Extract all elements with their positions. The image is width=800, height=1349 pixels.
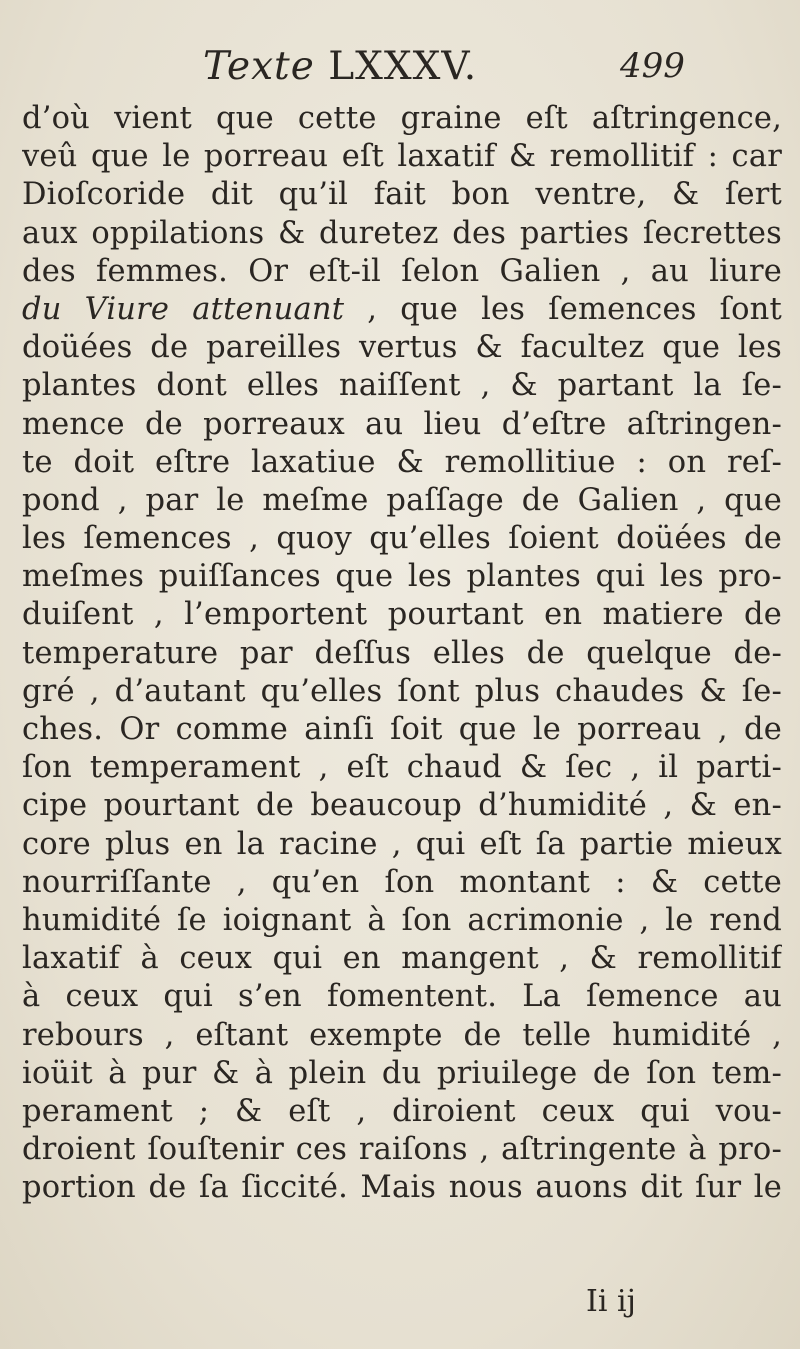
text-line: gré , d’autant qu’elles ſont plus chaudes & ſe- [22,673,782,709]
text-line: à ceux qui s’en fomentent. La ſemence au [22,979,782,1015]
text-line: pond , par le meſme paſſage de Galien , que [22,482,782,518]
text-line: des femmes. Or eſt-il ſelon Galien , au liure [22,253,782,289]
text-line: perament ; & eſt , diroient ceux qui vou- [22,1093,782,1129]
text-line: droient ſouſtenir ces raiſons , aſtringente à pro- [22,1132,782,1168]
text-line: core plus en la racine , qui eſt ſa partie mieux [22,826,782,862]
text-line: rebours , eſtant exempte de telle humidité , [22,1017,782,1053]
text-line: veû que le porreau eſt laxatif & remollitif : car [22,139,782,175]
italic-title: du Viure attenuant [22,291,345,327]
text-line: doüées de pareilles vertus & facultez que les [22,330,782,366]
text-line: mence de porreaux au lieu d’eſtre aſtringen- [22,406,782,442]
text-line: nourriſſante , qu’en ſon montant : & cette [22,864,782,900]
text-line: portion de ſa ſiccité. Mais nous auons dit ſur le [22,1170,782,1206]
text-line: d’où vient que cette graine eſt aſtringence, [22,101,782,136]
body-text [22,100,782,1207]
text-line: ioüit à pur & à plein du priuilege de ſon tem- [22,1055,782,1091]
running-title-texte: Texte [203,44,315,89]
text-line: aux oppilations & duretez des parties ſecrettes [22,215,782,251]
text-line: cipe pourtant de beaucoup d’humidité , & en- [22,788,782,824]
text-line: laxatif à ceux qui en mangent , & remollitif [22,941,782,977]
text-line: Dioſcoride dit qu’il fait bon ventre, & ſert [22,177,782,213]
text-line: ſon temperament , eſt chaud & ſec , il parti- [22,750,782,786]
text-line: les ſemences , quoy qu’elles ſoient doüées de [22,521,782,557]
page-number: 499 [620,46,685,86]
running-title [203,44,477,89]
text-line [22,291,782,329]
signature-mark: Ii ij [586,1284,636,1319]
text-line: plantes dont elles naiſſent , & partant la ſe- [22,368,782,404]
text-line: duiſent , l’emportent pourtant en matiere de [22,597,782,633]
running-title-numeral: LXXXV. [328,44,478,89]
page-header [0,42,800,92]
text-line: temperature par deſſus elles de quelque de- [22,635,782,671]
text-line: humidité ſe ioignant à ſon acrimonie , le rend [22,902,782,938]
text-line: te doit eſtre laxatiue & remollitiue : on reſ- [22,444,782,480]
text-line: ches. Or comme ainſi ſoit que le porreau , de [22,712,782,747]
text-line: meſmes puiſſances que les plantes qui les pro- [22,559,782,595]
text-line-rest: , que les ſemences ſont [367,291,782,327]
